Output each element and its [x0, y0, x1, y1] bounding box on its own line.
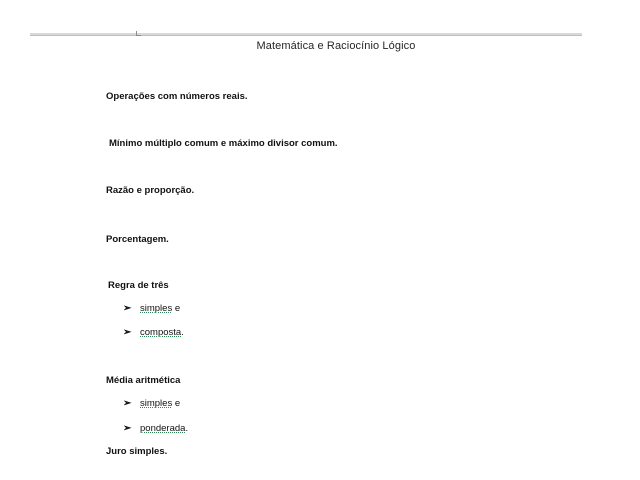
item-word: composta — [140, 327, 182, 338]
topic-mmc-mdc: Mínimo múltiplo comum e máximo divisor comum. — [109, 138, 338, 149]
topic-media: Média aritmética — [106, 375, 181, 386]
topic-operacoes: Operações com números reais. — [106, 91, 248, 102]
list-item — [123, 327, 184, 338]
item-suffix: e — [172, 303, 181, 314]
arrow-bullet-icon: ➢ — [123, 327, 132, 338]
list-item — [123, 398, 180, 409]
list-item — [123, 303, 180, 314]
item-suffix: . — [181, 327, 184, 338]
topic-razao: Razão e proporção. — [106, 185, 195, 196]
ruler-mark — [136, 31, 141, 36]
item-word: simples — [140, 303, 173, 314]
arrow-bullet-icon: ➢ — [123, 423, 132, 434]
item-word: ponderada — [140, 423, 186, 434]
header-rule — [30, 33, 582, 36]
arrow-bullet-icon: ➢ — [123, 398, 132, 409]
topic-porcentagem: Porcentagem. — [106, 234, 169, 245]
item-suffix: e — [172, 398, 181, 409]
item-word: simples — [140, 398, 173, 409]
topic-regra-de-tres: Regra de três — [108, 280, 169, 291]
topic-juro: Juro simples. — [106, 446, 168, 457]
item-suffix: . — [185, 423, 189, 434]
document-title: Matemática e Raciocínio Lógico — [256, 40, 416, 52]
arrow-bullet-icon: ➢ — [123, 303, 132, 314]
list-item — [123, 423, 188, 434]
